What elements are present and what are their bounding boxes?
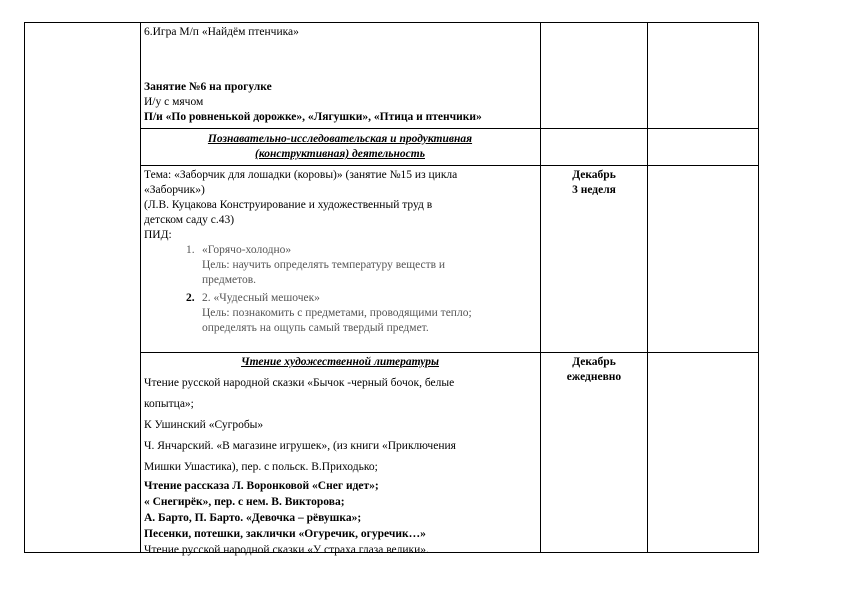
reading-line: « Снегирёк», пер. с нем. В. Викторова; [144,496,345,508]
reading-line: А. Барто, П. Барто. «Девочка – рёвушка»; [144,512,362,524]
reading-line: Чтение рассказа Л. Воронковой «Снег идет»; [144,480,379,492]
reading-line: Чтение русской народной сказки «У страха глаза велики». [144,544,429,556]
table-column-divider [647,22,648,552]
list-item: 1. «Горячо-холодно» Цель: научить определять температуру веществ и предметов. [186,244,446,286]
table-border-right [758,22,759,552]
reading-line: Песенки, потешки, заклички «Огуречик, огуречик…» [144,528,426,540]
row-divider [140,352,759,353]
row4-content [144,355,538,558]
section-heading-cognitive: Познавательно-исследовательская и продуктивная (конструктивная) деятельность [207,133,473,160]
reading-line: Чтение русской народной сказки «Бычок -черный бочок, белые [144,377,455,389]
walk-lesson-title: Занятие №6 на прогулке [144,81,272,93]
pid-label: ПИД: [144,229,172,241]
row3-content [144,168,538,339]
outdoor-games: П/и «По ровненькой дорожке», «Лягушки», «Птица и птенчики» [144,111,482,123]
theme-line-2: «Заборчик») [144,184,205,196]
theme-line-1: Тема: «Заборчик для лошадки (коровы)» (занятие №15 из цикла [144,169,458,181]
row4-date: Декабрь ежедневно [566,356,622,383]
row1-content [144,25,536,125]
reading-line: К Ушинский «Сугробы» [144,419,264,431]
row-divider [140,165,759,166]
section-heading-reading: Чтение художественной литературы [241,356,439,368]
plan-table [24,22,759,556]
reading-line: Ч. Янчарский. «В магазине игрушек», (из книги «Приключения [144,440,456,452]
list-item: 2. 2. «Чудесный мешочек» Цель: познакомить с предметами, проводящими тепло; определять на ощупь самый твердый предмет. [186,292,472,334]
row3-date: Декабрь 3 неделя [572,169,616,196]
table-column-divider [140,22,141,552]
source-line-1: (Л.В. Куцакова Конструирование и художественный труд в [144,199,433,211]
row-divider [140,128,759,129]
table-border-left [24,22,25,552]
reading-line: Мишки Ушастика), пер. с польск. В.Приходько; [144,461,378,473]
table-border-top [24,22,759,23]
ball-exercise: И/у с мячом [144,96,204,108]
table-column-divider [540,22,541,552]
game-text: 6.Игра М/п «Найдём птенчика» [144,26,299,38]
source-line-2: детском саду с.43) [144,214,235,226]
reading-line: копытца»; [144,398,194,410]
